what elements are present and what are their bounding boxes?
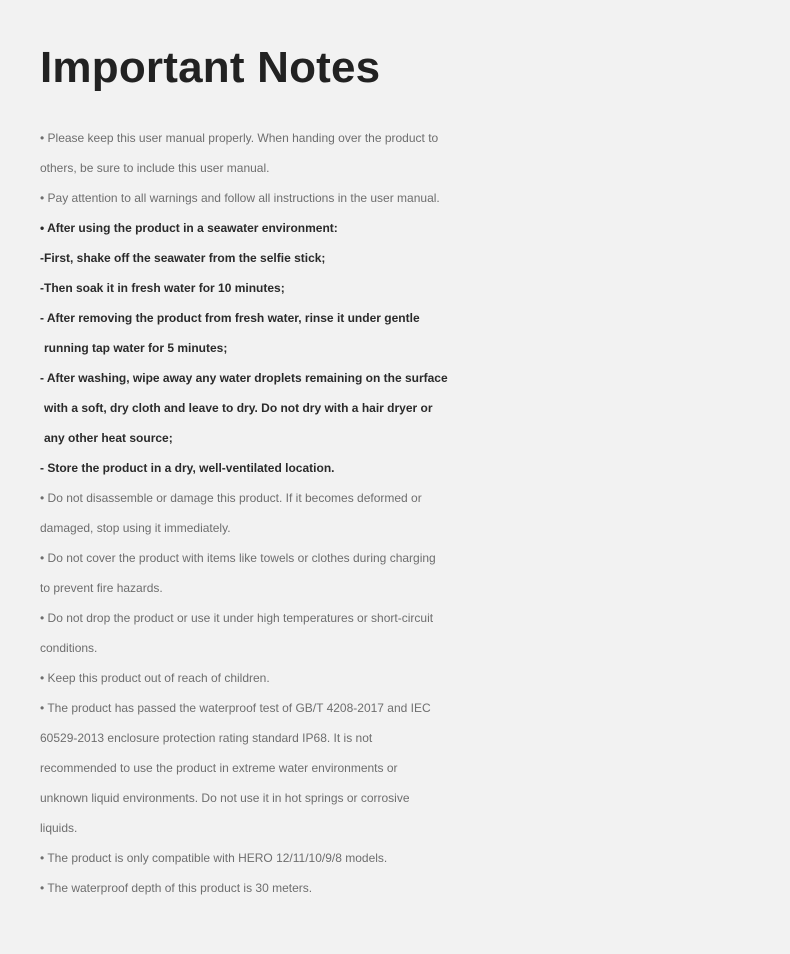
note-line: • Keep this product out of reach of children. [40,671,270,685]
note-line: • Do not drop the product or use it under high temperatures or short-circuit [40,611,434,625]
page-title: Important Notes [40,43,381,92]
note-line: liquids. [40,821,78,835]
note-line: 60529-2013 enclosure protection rating standard IP68. It is not [40,731,373,745]
note-line: • Do not disassemble or damage this product. If it becomes deformed or [40,491,422,505]
note-line: • Do not cover the product with items like towels or clothes during charging [40,551,436,565]
seawater-care-step: - After washing, wipe away any water droplets remaining on the surface [40,371,448,385]
note-line: recommended to use the product in extreme water environments or [40,761,398,775]
note-line: others, be sure to include this user manual. [40,161,270,175]
note-line: • Please keep this user manual properly. When handing over the product to [40,131,439,145]
note-line: • Pay attention to all warnings and follow all instructions in the user manual. [40,191,440,205]
seawater-care-step: - Store the product in a dry, well-ventilated location. [40,461,335,475]
note-line: • The product is only compatible with HERO 12/11/10/9/8 models. [40,851,388,865]
note-line: conditions. [40,641,98,655]
note-line: • The product has passed the waterproof test of GB/T 4208-2017 and IEC [40,701,431,715]
seawater-care-step: -First, shake off the seawater from the selfie stick; [40,251,326,265]
notes-list [40,123,760,903]
note-line: damaged, stop using it immediately. [40,521,231,535]
note-line: unknown liquid environments. Do not use it in hot springs or corrosive [40,791,410,805]
note-line: to prevent fire hazards. [40,581,163,595]
seawater-care-step: running tap water for 5 minutes; [44,341,228,355]
seawater-care-heading: • After using the product in a seawater environment: [40,221,338,235]
note-line: • The waterproof depth of this product is 30 meters. [40,881,313,895]
seawater-care-step: -Then soak it in fresh water for 10 minutes; [40,281,285,295]
seawater-care-step: with a soft, dry cloth and leave to dry. Do not dry with a hair dryer or [44,401,433,415]
seawater-care-step: - After removing the product from fresh water, rinse it under gentle [40,311,420,325]
seawater-care-step: any other heat source; [44,431,173,445]
